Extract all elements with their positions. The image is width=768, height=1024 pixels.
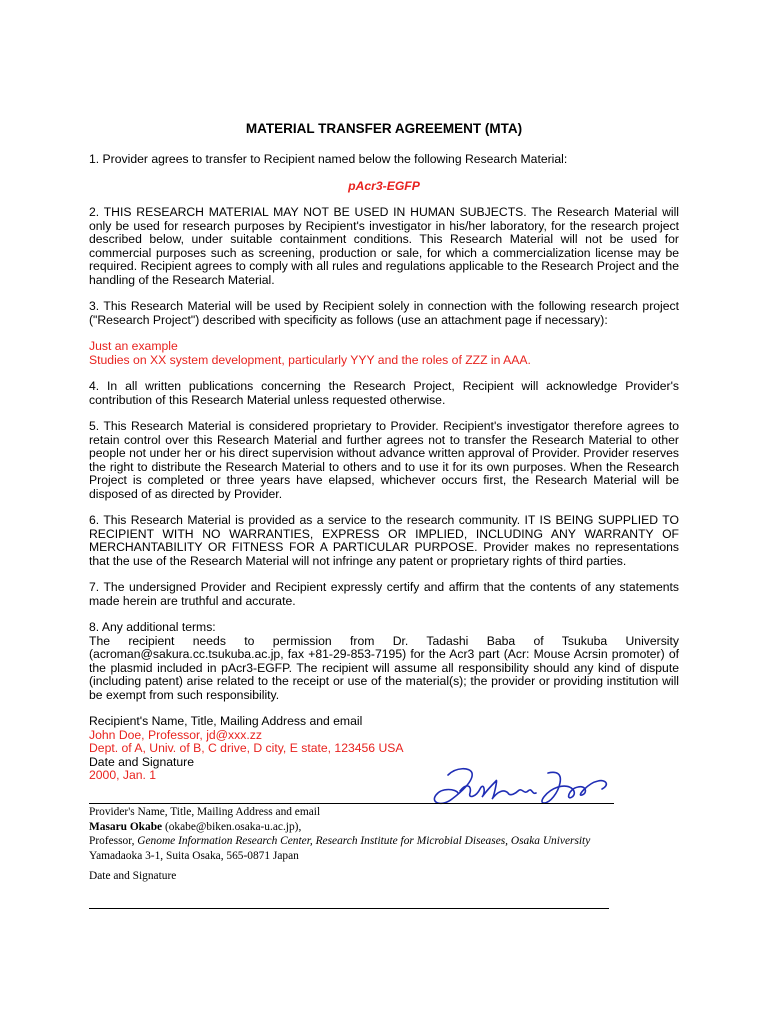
- project-line-2: Studies on XX system development, particularly YYY and the roles of ZZZ in AAA.: [89, 352, 531, 367]
- provider-email: (okabe@biken.osaka-u.ac.jp),: [162, 820, 302, 833]
- clause-8-heading: 8. Any additional terms:: [89, 620, 216, 634]
- clause-3: 3. This Research Material will be used by Recipient solely in connection with the following research project ("Research Project") described with specificity as follows (use an attachment page if necessary):: [89, 299, 679, 327]
- provider-date-label: Date and Signature: [89, 870, 177, 882]
- recipient-signature-line: [89, 803, 614, 804]
- recipient-address: Dept. of A, Univ. of B, C drive, D city, E state, 123456 USA: [89, 741, 404, 755]
- clause-6: 6. This Research Material is provided as a service to the research community. IT IS BEING SUPPLIED TO RECIPIENT WITH NO WARRANTIES, EXPRESS OR IMPLIED, INCLUDING ANY WARRANTY OF MERCHANTABILITY OR FITNESS FOR A PARTICULAR PURPOSE. Provider makes no representations that the use of the Research Material will not infringe any patent or proprietary rights of third parties.: [89, 513, 679, 568]
- provider-affiliation: Genome Information Research Center, Research Institute for Microbial Diseases, Osaka University: [137, 835, 591, 847]
- provider-signature-line: [89, 908, 609, 909]
- clause-5: 5. This Research Material is considered proprietary to Provider. Recipient's investigator therefore agrees to retain control over this Research Material and further agrees not to transfer the Research Material to other people not under her or his direct supervision without advance written approval of Provider. Provider reserves the right to distribute the Research Material to others and to use it for its own purposes. When the Research Project is completed or three years have elapsed, whichever occurs first, the Research Material will be disposed of as directed by Provider.: [89, 419, 679, 501]
- material-name: pAcr3-EGFP: [348, 178, 420, 193]
- project-line-1: Just an example: [89, 339, 178, 353]
- provider-title-line: [89, 834, 709, 849]
- clause-8-body: The recipient needs to permission from Dr. Tadashi Baba of Tsukuba University (acroman@sakura.cc.tsukuba.ac.jp, fax +81-29-853-7195) for the Acr3 part (Acr: Mouse Acrsin promoter) of the plasmid included in pAcr3-EGFP. The recipient will assume all responsibility should any kind of dispute (including patent) arise related to the receipt or use of the material(s); the provider or providing institution will be exempt from such responsibility.: [89, 633, 679, 702]
- provider-label: Provider's Name, Title, Mailing Address and email: [89, 806, 321, 818]
- agreement-body: [89, 121, 679, 783]
- clause-4: 4. In all written publications concerning the Research Project, Recipient will acknowledge Provider's contribution of this Research Material unless requested otherwise.: [89, 379, 679, 407]
- clause-1: 1. Provider agrees to transfer to Recipient named below the following Research Material:: [89, 152, 568, 166]
- provider-block: [89, 805, 709, 863]
- clause-2: 2. THIS RESEARCH MATERIAL MAY NOT BE USED IN HUMAN SUBJECTS. The Research Material will only be used for research purposes by Recipient's investigator in his/her laboratory, for the research project described below, under suitable containment conditions. This Research Material will not be used for commercial purposes such as screening, production or sale, for which a commercialization license may be required. Recipient agrees to comply with all rules and regulations applicable to the Research Project and the handling of the Research Material.: [89, 205, 679, 287]
- recipient-date-label: Date and Signature: [89, 754, 195, 769]
- document-title: MATERIAL TRANSFER AGREEMENT (MTA): [245, 121, 523, 136]
- recipient-date: 2000, Jan. 1: [89, 768, 157, 782]
- provider-title: Professor,: [89, 835, 138, 847]
- recipient-label: Recipient's Name, Title, Mailing Address and email: [89, 714, 363, 728]
- provider-name-line: [89, 820, 709, 835]
- provider-address: Yamadaoka 3-1, Suita Osaka, 565-0871 Japan: [89, 849, 299, 862]
- clause-7: 7. The undersigned Provider and Recipient expressly certify and affirm that the contents of any statements made herein are truthful and accurate.: [89, 580, 679, 608]
- provider-name: Masaru Okabe: [89, 820, 163, 833]
- recipient-name: John Doe, Professor, jd@xxx.zz: [89, 727, 262, 742]
